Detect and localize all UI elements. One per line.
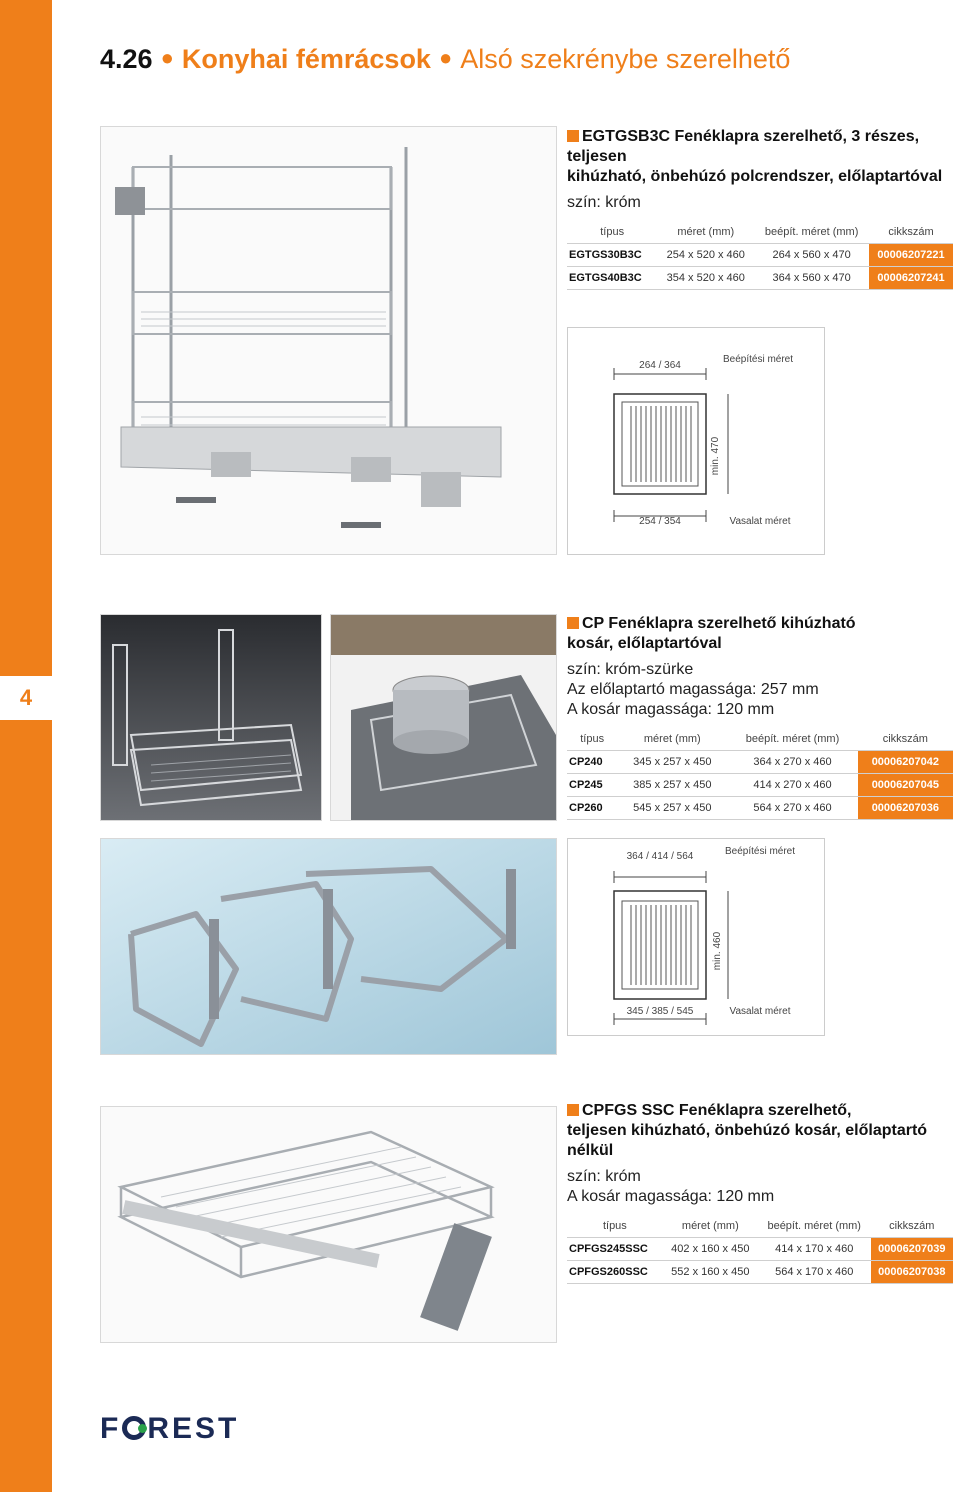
forest-logo (100, 1412, 239, 1446)
wire-shelf-illustration (101, 127, 556, 554)
orange-square-icon (567, 130, 579, 142)
table-header: cikkszám (889, 1220, 935, 1232)
egtgsb3c-dimension-diagram (567, 327, 825, 555)
cpfgs-section (567, 1101, 953, 1284)
table-cell-type: CPFGS260SSC (567, 1261, 663, 1284)
section-title-line2: teljesen kihúzható, önbehúzó kosár, előlaptartó nélkül (567, 1122, 928, 1159)
table-header: beépít. méret (mm) (745, 733, 840, 745)
table-cell-code: 00006207221 (869, 244, 953, 267)
cp-basket-with-pot-photo (330, 614, 557, 821)
section-title-line1: EGTGSB3C Fenéklapra szerelhető, 3 részes, teljesen (567, 128, 920, 165)
table-header: méret (mm) (681, 1220, 739, 1232)
cpfgs-basket-photo (100, 1106, 557, 1343)
table-row (567, 797, 953, 820)
table-header-row (567, 728, 953, 751)
table-cell-size: 345 x 257 x 450 (617, 751, 727, 774)
top-dimension-label: Beépítési méret (722, 354, 794, 365)
dimension-drawing (568, 839, 824, 1035)
table-header: méret (mm) (677, 226, 735, 238)
side-dimension: min. 460 (712, 931, 723, 971)
cp-section (567, 614, 953, 820)
table-row (567, 1238, 953, 1261)
table-header-row (567, 221, 953, 244)
table-cell-code: 00006207038 (871, 1261, 953, 1284)
orange-square-icon (567, 1104, 579, 1116)
bottom-dimension-label: Vasalat méret (729, 1006, 791, 1017)
table-cell-size: 552 x 160 x 450 (663, 1261, 758, 1284)
table-cell-install-size: 564 x 270 x 460 (727, 797, 857, 820)
table-header: cikkszám (882, 733, 928, 745)
table-header: típus (602, 1220, 627, 1232)
table-cell-install-size: 414 x 270 x 460 (727, 774, 857, 797)
table-row (567, 267, 953, 290)
dimension-drawing (568, 328, 824, 554)
info-line: szín: króm (567, 194, 641, 211)
cp-dimension-diagram (567, 838, 825, 1036)
logo-text-end: REST (147, 1412, 240, 1445)
section-title-line1: CPFGS SSC Fenéklapra szerelhető, (582, 1102, 852, 1119)
table-cell-type: CPFGS245SSC (567, 1238, 663, 1261)
bullet-icon: ● (160, 45, 174, 70)
spec-table (567, 221, 953, 290)
table-cell-code: 00006207036 (858, 797, 953, 820)
side-dimension: min. 470 (710, 436, 721, 476)
table-cell-type: CP260 (567, 797, 617, 820)
table-header: beépít. méret (mm) (764, 226, 859, 238)
table-cell-size: 254 x 520 x 460 (657, 244, 754, 267)
table-cell-install-size: 364 x 560 x 470 (754, 267, 869, 290)
table-cell-size: 545 x 257 x 450 (617, 797, 727, 820)
section-info (567, 1167, 953, 1207)
logo-text-start: F (100, 1412, 122, 1445)
table-cell-type: CP240 (567, 751, 617, 774)
table-cell-install-size: 414 x 170 x 460 (758, 1238, 871, 1261)
table-cell-size: 354 x 520 x 460 (657, 267, 754, 290)
table-row (567, 751, 953, 774)
table-header: típus (600, 226, 625, 238)
info-line: A kosár magassága: 120 mm (567, 701, 775, 718)
spec-table (567, 728, 953, 820)
table-cell-type: EGTGS30B3C (567, 244, 657, 267)
section-info (567, 660, 953, 720)
spec-table (567, 1215, 953, 1284)
section-title (567, 1101, 953, 1161)
top-dimension-label: Beépítési méret (724, 846, 796, 857)
logo-o-icon (122, 1416, 146, 1440)
section-title-line1: CP Fenéklapra szerelhető kihúzható (582, 615, 856, 632)
table-cell-code: 00006207042 (858, 751, 953, 774)
table-cell-size: 385 x 257 x 450 (617, 774, 727, 797)
frames-illustration (101, 839, 556, 1054)
table-header: beépít. méret (mm) (767, 1220, 861, 1232)
page-title: Konyhai fémrácsok (181, 44, 431, 74)
info-line: A kosár magassága: 120 mm (567, 1188, 775, 1205)
section-title (567, 614, 953, 654)
info-line: szín: króm-szürke (567, 661, 694, 678)
table-row (567, 774, 953, 797)
header-number: 4.26 (100, 44, 153, 74)
bottom-dimension-label: Vasalat méret (729, 516, 791, 527)
page-subtitle: Alsó szekrénybe szerelhető (460, 44, 791, 74)
section-title-line2: kosár, előlaptartóval (567, 635, 722, 652)
table-cell-code: 00006207045 (858, 774, 953, 797)
egtgsb3c-section (567, 127, 953, 290)
table-cell-install-size: 264 x 560 x 470 (754, 244, 869, 267)
table-cell-install-size: 364 x 270 x 460 (727, 751, 857, 774)
section-number-tab: 4 (0, 676, 52, 720)
basket-illustration (101, 615, 321, 820)
table-cell-type: EGTGS40B3C (567, 267, 657, 290)
egtgsb3c-product-photo (100, 126, 557, 555)
table-header: cikkszám (888, 226, 934, 238)
bullet-icon: ● (438, 45, 453, 70)
table-cell-size: 402 x 160 x 450 (663, 1238, 758, 1261)
section-info (567, 193, 953, 213)
basket-pot-illustration (331, 615, 556, 820)
cp-basket-photo (100, 614, 322, 821)
sidebar (0, 0, 52, 1492)
info-line: szín: króm (567, 1168, 641, 1185)
bottom-dimension: 254 / 354 (639, 516, 681, 527)
drawer-basket-illustration (101, 1107, 556, 1342)
page-header (100, 44, 790, 75)
info-line: Az előlaptartó magassága: 257 mm (567, 681, 819, 698)
table-cell-code: 00006207241 (869, 267, 953, 290)
top-dimension: 264 / 364 (639, 360, 681, 371)
table-header: méret (mm) (643, 733, 701, 745)
section-title-line2: kihúzható, önbehúzó polcrendszer, előlaptartóval (567, 168, 943, 185)
orange-square-icon (567, 617, 579, 629)
cp-frames-photo (100, 838, 557, 1055)
table-row (567, 244, 953, 267)
table-header-row (567, 1215, 953, 1238)
table-cell-type: CP245 (567, 774, 617, 797)
section-title (567, 127, 953, 187)
table-row (567, 1261, 953, 1284)
table-cell-install-size: 564 x 170 x 460 (758, 1261, 871, 1284)
top-dimension: 364 / 414 / 564 (626, 851, 694, 862)
table-header: típus (580, 733, 605, 745)
bottom-dimension: 345 / 385 / 545 (626, 1006, 694, 1017)
table-cell-code: 00006207039 (871, 1238, 953, 1261)
